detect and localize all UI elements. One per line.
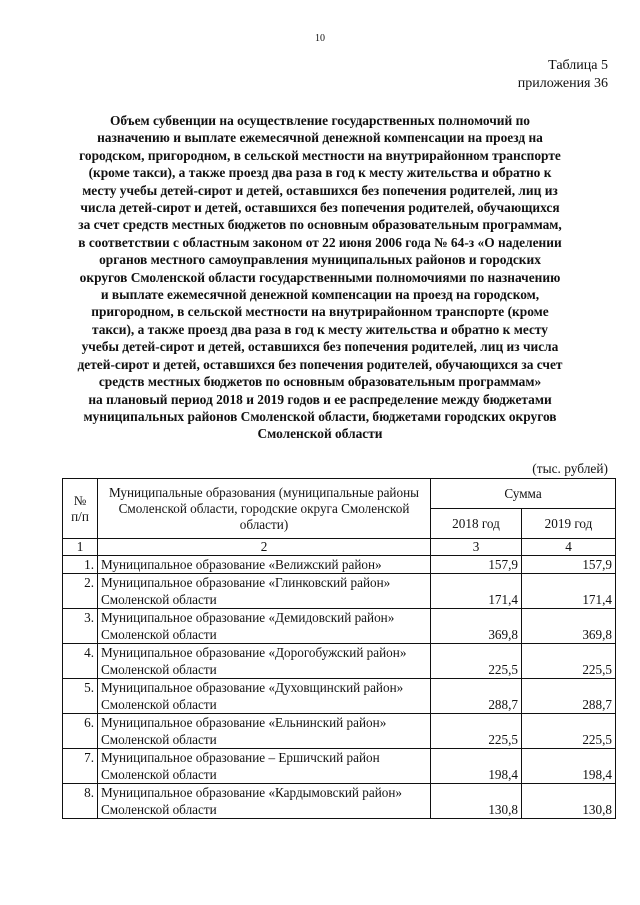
amount-2019: 225,5 bbox=[522, 714, 616, 749]
table-row bbox=[63, 644, 616, 679]
amount-2018: 369,8 bbox=[431, 609, 522, 644]
title-line: месту учебы детей-сирот и детей, оставшихся без попечения родителей, лиц из bbox=[82, 182, 558, 198]
table-row bbox=[63, 714, 616, 749]
column-index: 2 bbox=[98, 539, 431, 556]
document-title bbox=[55, 112, 585, 443]
amount-2019: 157,9 bbox=[522, 556, 616, 574]
title-line: (кроме такси), а также проезд два раза в год к месту жительства и обратно к bbox=[88, 165, 552, 181]
header-number-abbrev: п/п bbox=[71, 508, 89, 524]
amount-2018: 288,7 bbox=[431, 679, 522, 714]
municipality-name: Муниципальное образование «Велижский район» bbox=[98, 556, 431, 574]
municipality-name: Муниципальное образование «Кардымовский район» Смоленской области bbox=[98, 784, 431, 819]
title-line: учебы детей-сирот и детей, оставшихся без попечения родителей, лиц из числа bbox=[81, 339, 559, 355]
amount-2018: 157,9 bbox=[431, 556, 522, 574]
title-line: такси), а также проезд два раза в год к месту жительства и обратно к месту bbox=[91, 321, 548, 337]
header-year-2018: 2018 год bbox=[431, 509, 522, 539]
header-sum: Сумма bbox=[431, 479, 616, 509]
header-number-sign: № bbox=[73, 492, 87, 508]
row-number: 2. bbox=[63, 574, 98, 609]
title-line: органов местного самоуправления муниципальных районов и городских bbox=[99, 252, 541, 268]
subsidy-table bbox=[62, 478, 616, 819]
municipality-name: Муниципальное образование «Глинковский район» Смоленской области bbox=[98, 574, 431, 609]
amount-2019: 288,7 bbox=[522, 679, 616, 714]
table-row bbox=[63, 574, 616, 609]
column-index: 3 bbox=[431, 539, 522, 556]
title-line: в соответствии с областным законом от 22 июня 2006 года № 64-з «О наделении bbox=[78, 234, 562, 250]
title-line: городском, пригородном, в сельской местности на внутрирайонном транспорте bbox=[79, 147, 561, 163]
title-line: за счет средств местных бюджетов по основным образовательным программам, bbox=[78, 217, 562, 233]
title-line: числа детей-сирот и детей, оставшихся без попечения родителей, обучающихся bbox=[80, 200, 560, 216]
row-number: 4. bbox=[63, 644, 98, 679]
title-line: пригородном, в сельской местности на внутрирайонном транспорте (кроме bbox=[91, 304, 549, 320]
amount-2019: 369,8 bbox=[522, 609, 616, 644]
amount-2018: 171,4 bbox=[431, 574, 522, 609]
row-number: 3. bbox=[63, 609, 98, 644]
municipality-name: Муниципальное образование «Духовщинский район» Смоленской области bbox=[98, 679, 431, 714]
row-number: 1. bbox=[63, 556, 98, 574]
table-row bbox=[63, 609, 616, 644]
municipality-name: Муниципальное образование «Демидовский район» Смоленской области bbox=[98, 609, 431, 644]
title-line: средств местных бюджетов по основным образовательным программам» bbox=[98, 374, 542, 390]
amount-2019: 225,5 bbox=[522, 644, 616, 679]
table-row bbox=[63, 784, 616, 819]
column-index: 1 bbox=[63, 539, 98, 556]
annex-table-number: Таблица 5 bbox=[548, 58, 608, 73]
amount-2018: 198,4 bbox=[431, 749, 522, 784]
column-index: 4 bbox=[522, 539, 616, 556]
header-number bbox=[63, 479, 98, 539]
row-number: 6. bbox=[63, 714, 98, 749]
table-header-row bbox=[63, 479, 616, 509]
header-municipality: Муниципальные образования (муниципальные районы Смоленской области, городские округа Смоленской области) bbox=[98, 479, 431, 539]
row-number: 7. bbox=[63, 749, 98, 784]
amount-2019: 130,8 bbox=[522, 784, 616, 819]
title-line: назначению и выплате ежемесячной денежной компенсации на проезд на bbox=[97, 130, 543, 146]
table-row bbox=[63, 556, 616, 574]
units-label: (тыс. рублей) bbox=[532, 461, 608, 476]
title-line: детей-сирот и детей, оставшихся без попечения родителей, обучающихся за счет bbox=[77, 356, 563, 372]
title-line: муниципальных районов Смоленской области, бюджетами городских округов bbox=[83, 408, 557, 424]
municipality-name: Муниципальное образование – Ершичский район Смоленской области bbox=[98, 749, 431, 784]
row-number: 8. bbox=[63, 784, 98, 819]
amount-2019: 171,4 bbox=[522, 574, 616, 609]
amount-2018: 225,5 bbox=[431, 644, 522, 679]
page-number: 10 bbox=[315, 33, 325, 44]
row-number: 5. bbox=[63, 679, 98, 714]
amount-2019: 198,4 bbox=[522, 749, 616, 784]
amount-2018: 130,8 bbox=[431, 784, 522, 819]
header-year-2019: 2019 год bbox=[522, 509, 616, 539]
title-line: Объем субвенции на осуществление государственных полномочий по bbox=[110, 113, 530, 128]
annex-appendix-number: приложения 36 bbox=[517, 76, 608, 91]
municipality-name: Муниципальное образование «Ельнинский район» Смоленской области bbox=[98, 714, 431, 749]
table-row bbox=[63, 679, 616, 714]
table-row bbox=[63, 749, 616, 784]
title-line: Смоленской области bbox=[257, 426, 383, 442]
amount-2018: 225,5 bbox=[431, 714, 522, 749]
title-line: округов Смоленской области государственными полномочиями по назначению bbox=[79, 269, 561, 285]
title-line: на плановый период 2018 и 2019 годов и ее распределение между бюджетами bbox=[88, 391, 552, 407]
annex-label bbox=[518, 57, 608, 93]
municipality-name: Муниципальное образование «Дорогобужский район» Смоленской области bbox=[98, 644, 431, 679]
column-index-row bbox=[63, 539, 616, 556]
title-line: и выплате ежемесячной денежной компенсации на проезд на городском, bbox=[100, 287, 540, 303]
